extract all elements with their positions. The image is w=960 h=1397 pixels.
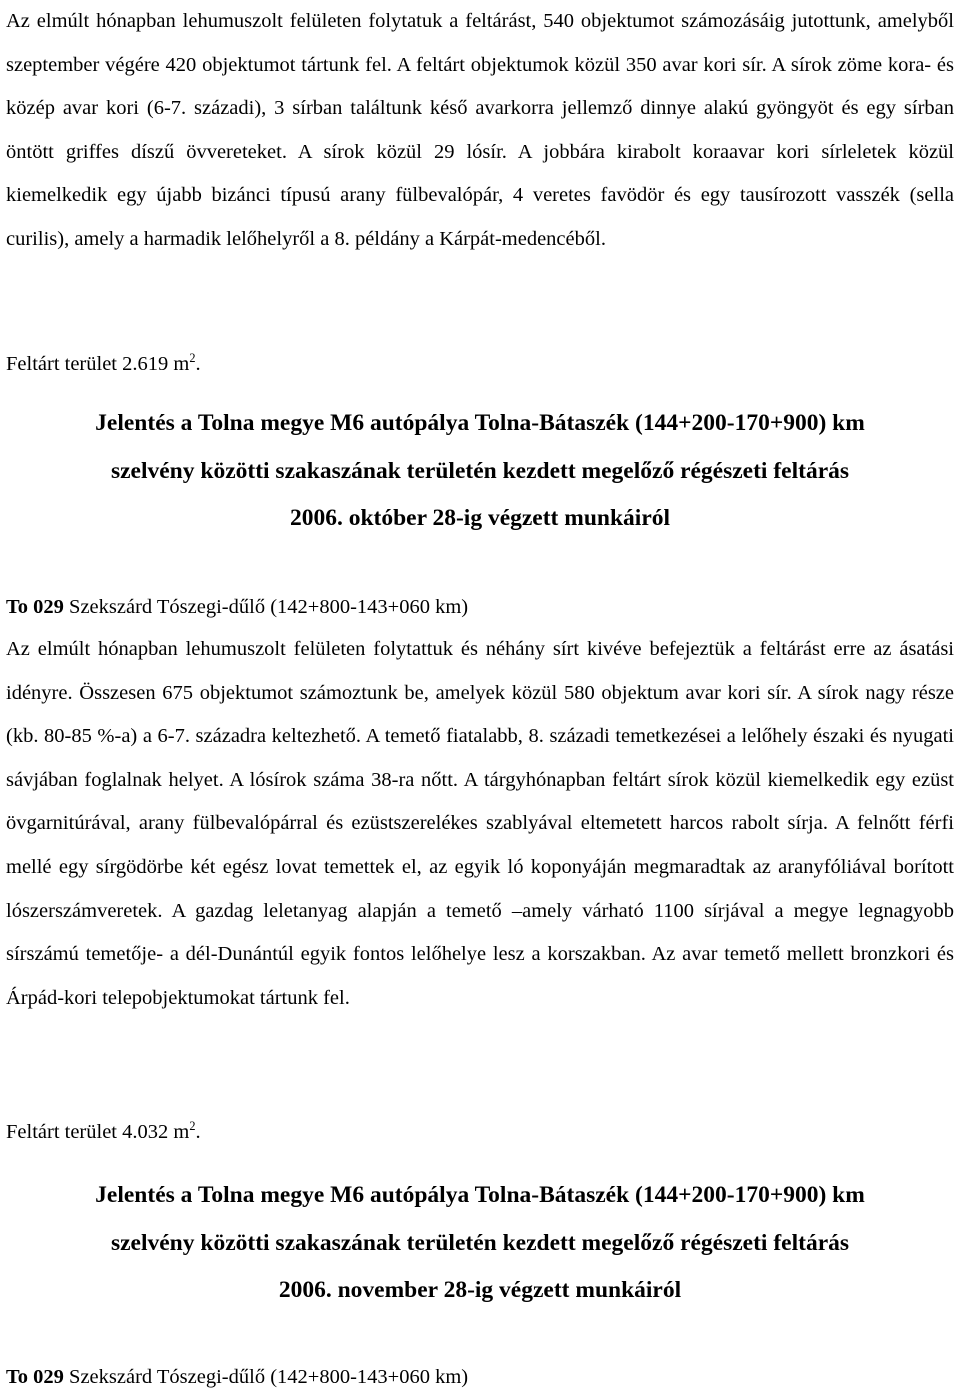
report-heading-november [6,1172,954,1315]
report-paragraph-2: Az elmúlt hónapban lehumuszolt felületen folytattuk és néhány sírt kivéve befejeztük a feltárást erre az ásatási idényre. Összesen 675 objektumot számoztunk be, amelyek közül 580 objektum avar kori sír. A sírok nagy része (kb. 80-85 %-a) a 6-7. századra keltezhető. A temető fiatalabb, 8. századi temetkezései a lelőhely északi és nyugati sávjában foglalnak helyet. A lósírok száma 38-ra nőtt. A tárgyhónapban feltárt sírok közül kiemelkedik egy ezüst övgarnitúrával, arany fülbevalópárral és ezüstszerelékes szablyával eltemetett harcos rabolt sírja. A felnőtt férfi mellé egy sírgödörbe két egész lovat temettek el, az egyik ló koponyáján megmaradtak az aranyfóliával borított lószerszámveretek. A gazdag leletanyag alapján a temető –amely várható 1100 sírjával a megye legnagyobb sírszámú temetője- a dél-Dunántúl egyik fontos lelőhelye lesz a korszakban. Az avar temető mellett bronzkori és Árpád-kori telepobjektumokat tártunk fel. [6,638,954,1009]
site-location: Szekszárd Tószegi-dűlő (142+800-143+060 km) [63,1366,469,1388]
heading-line: Jelentés a Tolna megye M6 autópálya Tolna-Bátaszék (144+200-170+900) km [95,410,865,436]
report-paragraph-1: Az elmúlt hónapban lehumuszolt felületen folytatuk a feltárást, 540 objektumot számozásáig jutottunk, amelyből szeptember végére 420 objektumot tártunk fel. A feltárt objektumok közül 350 avar kori sír. A sírok zöme kora- és közép avar kori (6-7. századi), 3 sírban találtunk késő avarkorra jellemző dinnye alakú gyöngyöt és egy sírban öntött griffes díszű övvereteket. A sírok közül 29 lósír. A jobbára kirabolt koraavar kori sírleletek közül kiemelkedik egy újabb bizánci típusú arany fülbevalópár, 4 veretes favödör és egy tausírozott vasszék (sella curilis), amely a harmadik lelőhelyről a 8. példány a Kárpát-medencéből. [6,10,954,250]
site-code: To 029 [6,596,64,618]
excavated-area-2 [6,1112,201,1152]
heading-line: Jelentés a Tolna megye M6 autópálya Tolna-Bátaszék (144+200-170+900) km [95,1182,865,1208]
heading-line: szelvény közötti szakaszának területén kezdett megelőző régészeti feltárás [110,457,850,484]
excavated-area-label: Feltárt terület 4.032 m [6,1121,190,1143]
area-exponent: 2 [189,351,196,366]
excavated-area-1 [6,344,201,384]
area-exponent: 2 [189,1119,196,1134]
site-title-1 [6,587,468,627]
area-suffix: . [195,1121,201,1143]
site-location: Szekszárd Tószegi-dűlő (142+800-143+060 km) [63,596,469,618]
heading-line: szelvény közötti szakaszának területén kezdett megelőző régészeti feltárás [110,1229,850,1256]
heading-line: 2006. október 28-ig végzett munkáiról [289,505,671,531]
excavated-area-label: Feltárt terület 2.619 m [6,353,190,375]
report-heading-october [6,400,954,543]
area-suffix: . [195,353,201,375]
heading-line: 2006. november 28-ig végzett munkáiról [278,1277,682,1303]
site-title-2 [6,1357,468,1397]
site-code: To 029 [6,1366,64,1388]
